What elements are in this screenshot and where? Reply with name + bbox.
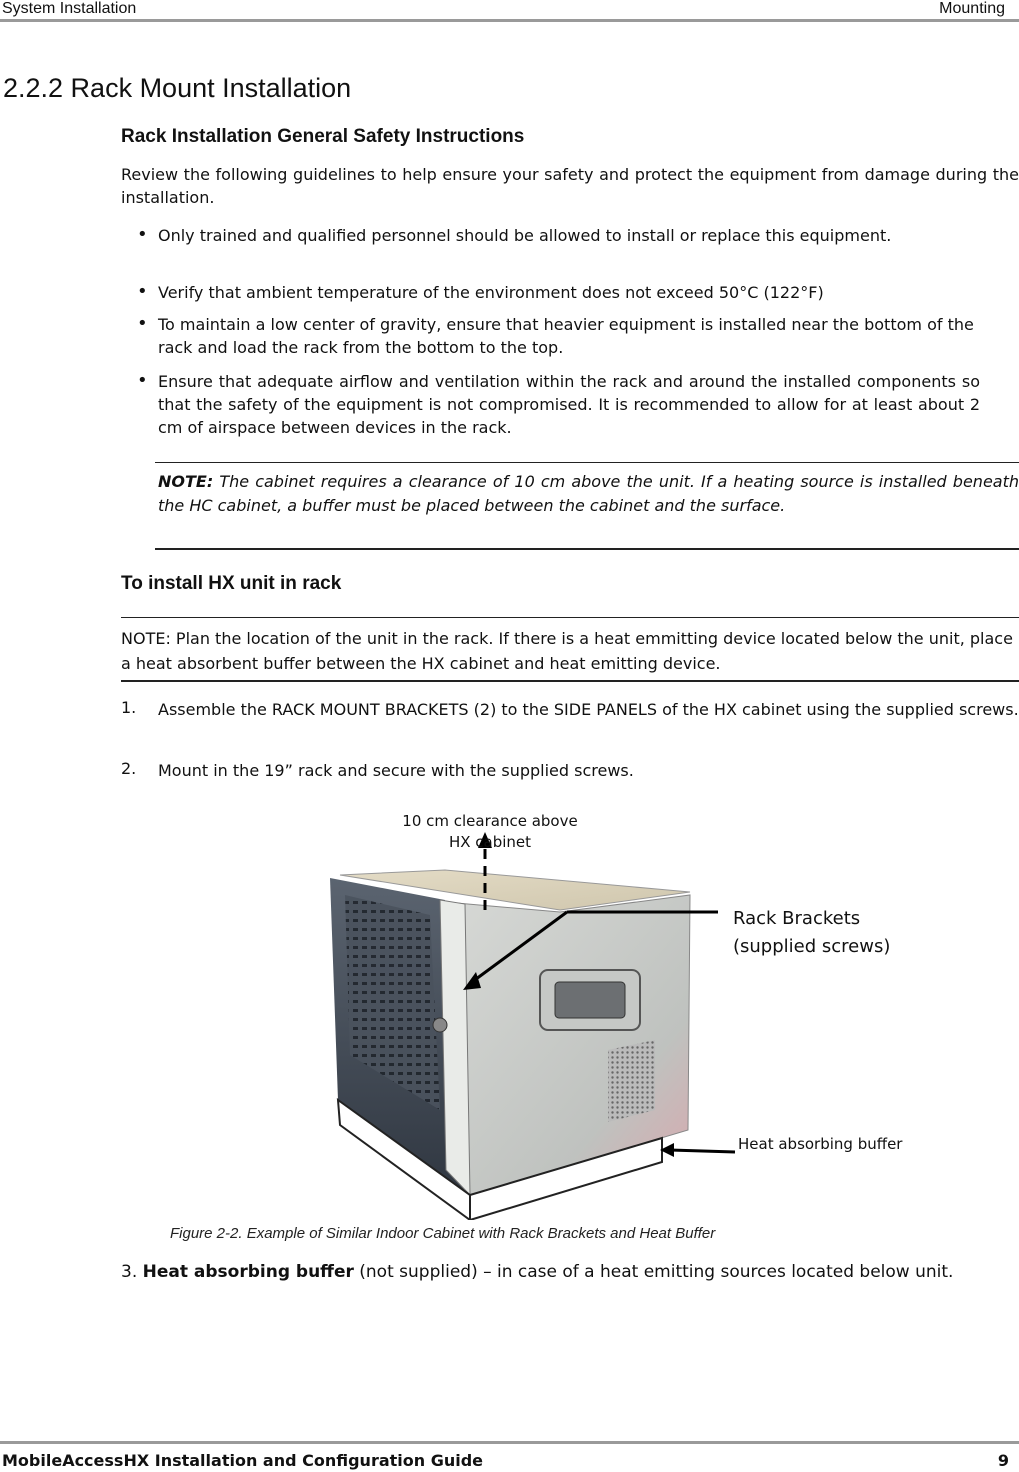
figure-caption: Figure 2-2. Example of Similar Indoor Cabinet with Rack Brackets and Heat Buffer: [170, 1225, 716, 1242]
page-number: 9: [997, 1451, 1009, 1470]
brackets-label-line2: (supplied screws): [733, 936, 891, 957]
step-3-number: 3.: [121, 1262, 143, 1282]
step-3: [121, 1261, 981, 1284]
step-1-number: 1.: [121, 698, 137, 717]
bullet-1: Only trained and qualified personnel should be allowed to install or replace this equipment.: [158, 226, 892, 245]
bullet-4-symbol: •: [137, 370, 148, 391]
safety-heading: Rack Installation General Safety Instructions: [121, 126, 525, 147]
note-text: The cabinet requires a clearance of 10 cm above the unit. If a heating source is installed beneath the HC cabinet, a buffer must be placed between the cabinet and the surface.: [158, 472, 1019, 515]
install-note-bottom-rule: [121, 680, 1019, 682]
header-chapter: Mounting: [939, 0, 1005, 17]
side-grille: [608, 1040, 655, 1122]
bullet-1-symbol: •: [137, 224, 148, 245]
header-rule: [0, 19, 1019, 22]
safety-note: [158, 470, 1019, 518]
buffer-label: Heat absorbing buffer: [738, 1135, 903, 1153]
footer-title: MobileAccessHX Installation and Configuration Guide: [2, 1451, 484, 1470]
step-1: Assemble the RACK MOUNT BRACKETS (2) to the SIDE PANELS of the HX cabinet using the supplied screws.: [158, 700, 1019, 719]
step-2-number: 2.: [121, 759, 137, 778]
clearance-label-line1: 10 cm clearance above: [402, 812, 578, 830]
bullet-2-symbol: •: [137, 281, 148, 302]
install-note: NOTE: Plan the location of the unit in the rack. If there is a heat emmitting device located below the unit, place a heat absorbent buffer between the HX cabinet and heat emitting device.: [121, 629, 1013, 673]
install-note-top-rule: [121, 617, 1019, 618]
safety-intro: Review the following guidelines to help ensure your safety and protect the equipment from damage during the installation.: [121, 165, 1019, 207]
buffer-leader: [670, 1150, 735, 1152]
section-title: 2.2.2 Rack Mount Installation: [3, 73, 352, 103]
note-bottom-rule: [155, 548, 1019, 550]
install-heading: To install HX unit in rack: [121, 573, 342, 594]
bullet-4: Ensure that adequate airflow and ventilation within the rack and around the installed components so that the safety of the equipment is not compromised. It is recommended to allow for at least about 2 cm of airspace between devices in the rack.: [158, 372, 980, 437]
clearance-label: [380, 811, 600, 853]
handle-grip: [555, 982, 625, 1018]
clearance-label-line2: HX cabinet: [448, 833, 532, 851]
connector-knob: [433, 1018, 447, 1032]
brackets-label: [733, 905, 890, 961]
note-top-rule: [155, 462, 1019, 463]
bullet-3: To maintain a low center of gravity, ensure that heavier equipment is installed near the bottom of the rack and load the rack from the bottom to the top.: [158, 315, 974, 357]
note-label: NOTE:: [158, 472, 214, 491]
bullet-3-symbol: •: [137, 313, 148, 334]
cabinet-figure: [0, 800, 1019, 1220]
header-section: System Installation: [2, 0, 137, 17]
bullet-2: Verify that ambient temperature of the environment does not exceed 50°C (122°F): [158, 283, 824, 302]
step-2: Mount in the 19” rack and secure with the supplied screws.: [158, 761, 634, 780]
step-3-text: (not supplied) – in case of a heat emitting sources located below unit.: [353, 1262, 954, 1282]
brackets-label-line1: Rack Brackets: [733, 908, 861, 929]
step-3-bold: Heat absorbing buffer: [142, 1262, 354, 1282]
footer-rule: [0, 1441, 1019, 1444]
page-header: [0, 0, 1019, 20]
